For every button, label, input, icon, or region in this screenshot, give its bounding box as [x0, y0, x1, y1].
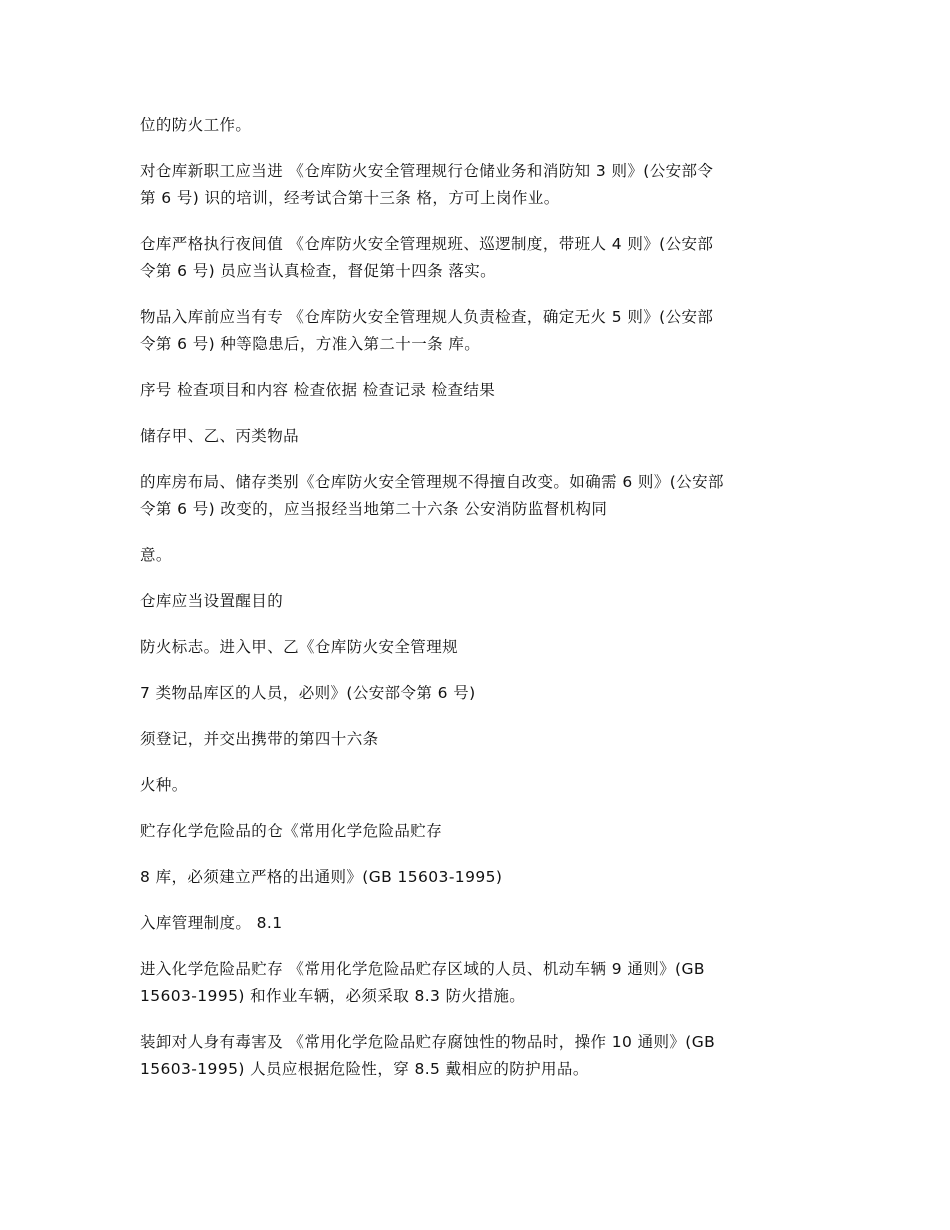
- paragraph: [140, 158, 820, 212]
- paragraph: [140, 112, 820, 139]
- text-line: 储存甲、乙、丙类物品: [140, 427, 300, 445]
- paragraph: [140, 542, 820, 569]
- document-body: [140, 112, 820, 1102]
- paragraph: [140, 231, 820, 285]
- text-line: 7 类物品库区的人员，必则》(公安部令第 6 号): [140, 684, 476, 702]
- text-line: 意。: [140, 546, 172, 564]
- text-line: 8 库，必须建立严格的出通则》(GB 15603-1995): [140, 868, 503, 886]
- paragraph: [140, 304, 820, 358]
- text-line: 第 6 号) 识的培训，经考试合第十三条 格，方可上岗作业。: [140, 189, 560, 207]
- paragraph: [140, 634, 820, 661]
- paragraph: [140, 469, 820, 523]
- text-line: 仓库严格执行夜间值 《仓库防火安全管理规班、巡逻制度，带班人 4 则》(公安部: [140, 235, 714, 253]
- text-line: 进入化学危险品贮存 《常用化学危险品贮存区域的人员、机动车辆 9 通则》(GB: [140, 960, 705, 978]
- paragraph: [140, 1029, 820, 1083]
- text-line: 15603-1995) 和作业车辆，必须采取 8.3 防火措施。: [140, 987, 526, 1005]
- paragraph: [140, 956, 820, 1010]
- paragraph: [140, 910, 820, 937]
- paragraph: [140, 377, 820, 404]
- text-line: 入库管理制度。 8.1: [140, 914, 283, 932]
- text-line: 须登记，并交出携带的第四十六条: [140, 730, 379, 748]
- text-line: 位的防火工作。: [140, 116, 252, 134]
- paragraph: [140, 680, 820, 707]
- text-line: 的库房布局、储存类别《仓库防火安全管理规不得擅自改变。如确需 6 则》(公安部: [140, 473, 724, 491]
- paragraph: [140, 864, 820, 891]
- text-line: 令第 6 号) 员应当认真检查，督促第十四条 落实。: [140, 262, 497, 280]
- paragraph: [140, 772, 820, 799]
- text-line: 贮存化学危险品的仓《常用化学危险品贮存: [140, 822, 443, 840]
- text-line: 仓库应当设置醒目的: [140, 592, 284, 610]
- text-line: 令第 6 号) 种等隐患后，方准入第二十一条 库。: [140, 335, 481, 353]
- text-line: 序号 检查项目和内容 检查依据 检查记录 检查结果: [140, 381, 496, 399]
- text-line: 防火标志。进入甲、乙《仓库防火安全管理规: [140, 638, 459, 656]
- text-line: 15603-1995) 人员应根据危险性，穿 8.5 戴相应的防护用品。: [140, 1060, 589, 1078]
- text-line: 令第 6 号) 改变的，应当报经当地第二十六条 公安消防监督机构同: [140, 500, 608, 518]
- paragraph: [140, 726, 820, 753]
- paragraph: [140, 423, 820, 450]
- text-line: 物品入库前应当有专 《仓库防火安全管理规人负责检查，确定无火 5 则》(公安部: [140, 308, 714, 326]
- paragraph: [140, 588, 820, 615]
- paragraph: [140, 818, 820, 845]
- text-line: 对仓库新职工应当进 《仓库防火安全管理规行仓储业务和消防知 3 则》(公安部令: [140, 162, 714, 180]
- text-line: 火种。: [140, 776, 188, 794]
- text-line: 装卸对人身有毒害及 《常用化学危险品贮存腐蚀性的物品时，操作 10 通则》(GB: [140, 1033, 716, 1051]
